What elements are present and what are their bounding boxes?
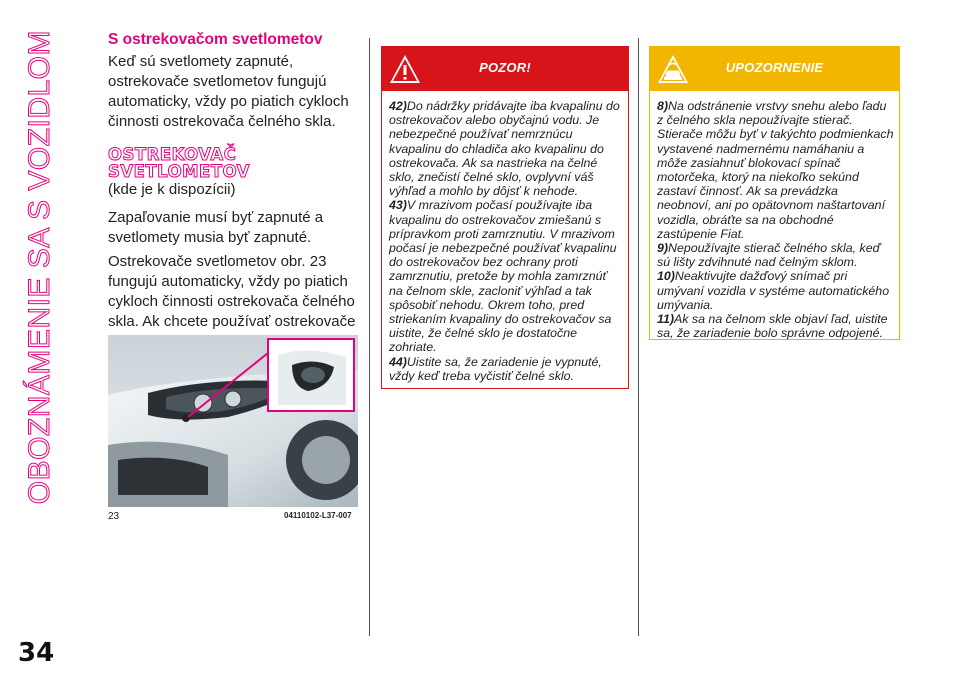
- caution-item-text: Neaktivujte dažďový snímač pri umývaní vozidla v systéme automatického umývania.: [657, 269, 890, 312]
- subheading-line1: OSTREKOVAČ: [108, 145, 237, 164]
- caution-item: [657, 241, 895, 269]
- caution-item-number: 10): [657, 269, 675, 284]
- section-title-text: OBOZNÁMENIE SA S VOZIDLOM: [23, 30, 56, 505]
- warning-box-header: [382, 47, 628, 91]
- warning-box-title: POZOR!: [479, 60, 531, 75]
- warning-item-text: Uistite sa, že zariadenie je vypnuté, vždy keď treba vyčistiť čelné sklo.: [389, 354, 602, 383]
- warning-item: [389, 99, 624, 198]
- section-title: [4, 30, 76, 505]
- caution-box-body: [650, 91, 899, 348]
- column-divider: [369, 38, 370, 636]
- caution-item: [657, 312, 895, 340]
- section-heading: S ostrekovačom svetlometov: [108, 31, 323, 48]
- caution-box: [649, 46, 900, 340]
- warning-item: [389, 198, 624, 354]
- page-number: 34: [18, 638, 55, 668]
- warning-box: [381, 46, 629, 389]
- figure-headlamp-washer: [108, 335, 358, 507]
- figure-number: 23: [108, 511, 120, 522]
- warning-item-text: Do nádržky pridávajte iba kvapalinu do ostrekovačov alebo obyčajnú vodu. Je nebezpečné používať nemrznúcu kvapalinu do chladiča ako kvapalinu do ostrekovača. Ak sa nastrieka na čelné sklo, znečistí čelné sklo, ovplyvní váš výhľad a mohlo by dôjsť k nehode.: [389, 99, 620, 199]
- warning-box-body: [382, 91, 628, 391]
- caution-item-text: Ak sa na čelnom skle objaví ľad, uistite sa, že zariadenie bolo správne odpojené.: [657, 312, 888, 341]
- warning-item-number: 42): [389, 99, 407, 113]
- caution-item: [657, 99, 895, 241]
- figure-code: 04110102-L37-007: [284, 511, 352, 520]
- caution-box-header: [650, 47, 899, 91]
- caution-item-number: 8): [657, 99, 669, 113]
- caution-item: [657, 269, 895, 312]
- subheading: [108, 146, 363, 180]
- warning-item-number: 44): [389, 354, 407, 369]
- column-divider: [638, 38, 639, 636]
- caution-item-text: Na odstránenie vrstvy snehu alebo ľadu z čelného skla nepoužívajte stierač. Stierače môžu byť v takýchto podmienkach vystavené nadmernému namáhaniu a môže zasiahnuť blokovací spínač motorčeka, ktorý na niekoľko sekúnd zastaví činnosť. Ak sa prevádzka neobnoví, ani po opätovnom naštartovaní vozidla, obráťte sa na obchodné zastúpenie Fiat.: [657, 99, 894, 241]
- availability-note: (kde je k dispozícii): [108, 181, 236, 198]
- caution-item-number: 9): [657, 241, 669, 256]
- paragraph-intro: Keď sú svetlomety zapnuté, ostrekovače svetlometov fungujú automaticky, vždy po piatich cykloch činnosti ostrekovača čelného skla.: [108, 53, 349, 130]
- warning-item-text: V mrazivom počasí používajte iba kvapalinu do ostrekovačov zmiešanú s prípravkom proti zamrznutiu. V mrazivom počasí je nebezpečné používať kvapalinu do ostrekovačov bez ochrany proti zamrznutiu, pretože by mohla zamrznúť na čelnom skle, zacloniť výhľad a tak spôsobiť nehodu. Okrem toho, pred striekaním kvapaliny do ostrekovačov sa uistite, že čelné sklo je dostatočne zohriate.: [389, 198, 617, 355]
- caution-item-number: 11): [657, 312, 674, 327]
- car-front-illustration: [108, 335, 358, 507]
- warning-item-number: 43): [389, 198, 407, 213]
- subheading-line2: SVETLOMETOV: [108, 162, 250, 181]
- paragraph-operation: Ostrekovače svetlometov obr. 23 fungujú automaticky, vždy po piatich cykloch činnosti ostrekovača čelného skla. Ak chcete používať ostrekovače: [108, 253, 356, 330]
- caution-item-text: Nepoužívajte stierač čelného skla, keď sú lišty zdvihnuté nad čelným sklom.: [657, 241, 881, 270]
- caution-box-title: UPOZORNENIE: [725, 60, 824, 75]
- warning-item: [389, 355, 624, 383]
- paragraph-ignition: Zapaľovanie musí byť zapnuté a svetlomety musia byť zapnuté.: [108, 209, 324, 246]
- column-main-text: [108, 30, 363, 376]
